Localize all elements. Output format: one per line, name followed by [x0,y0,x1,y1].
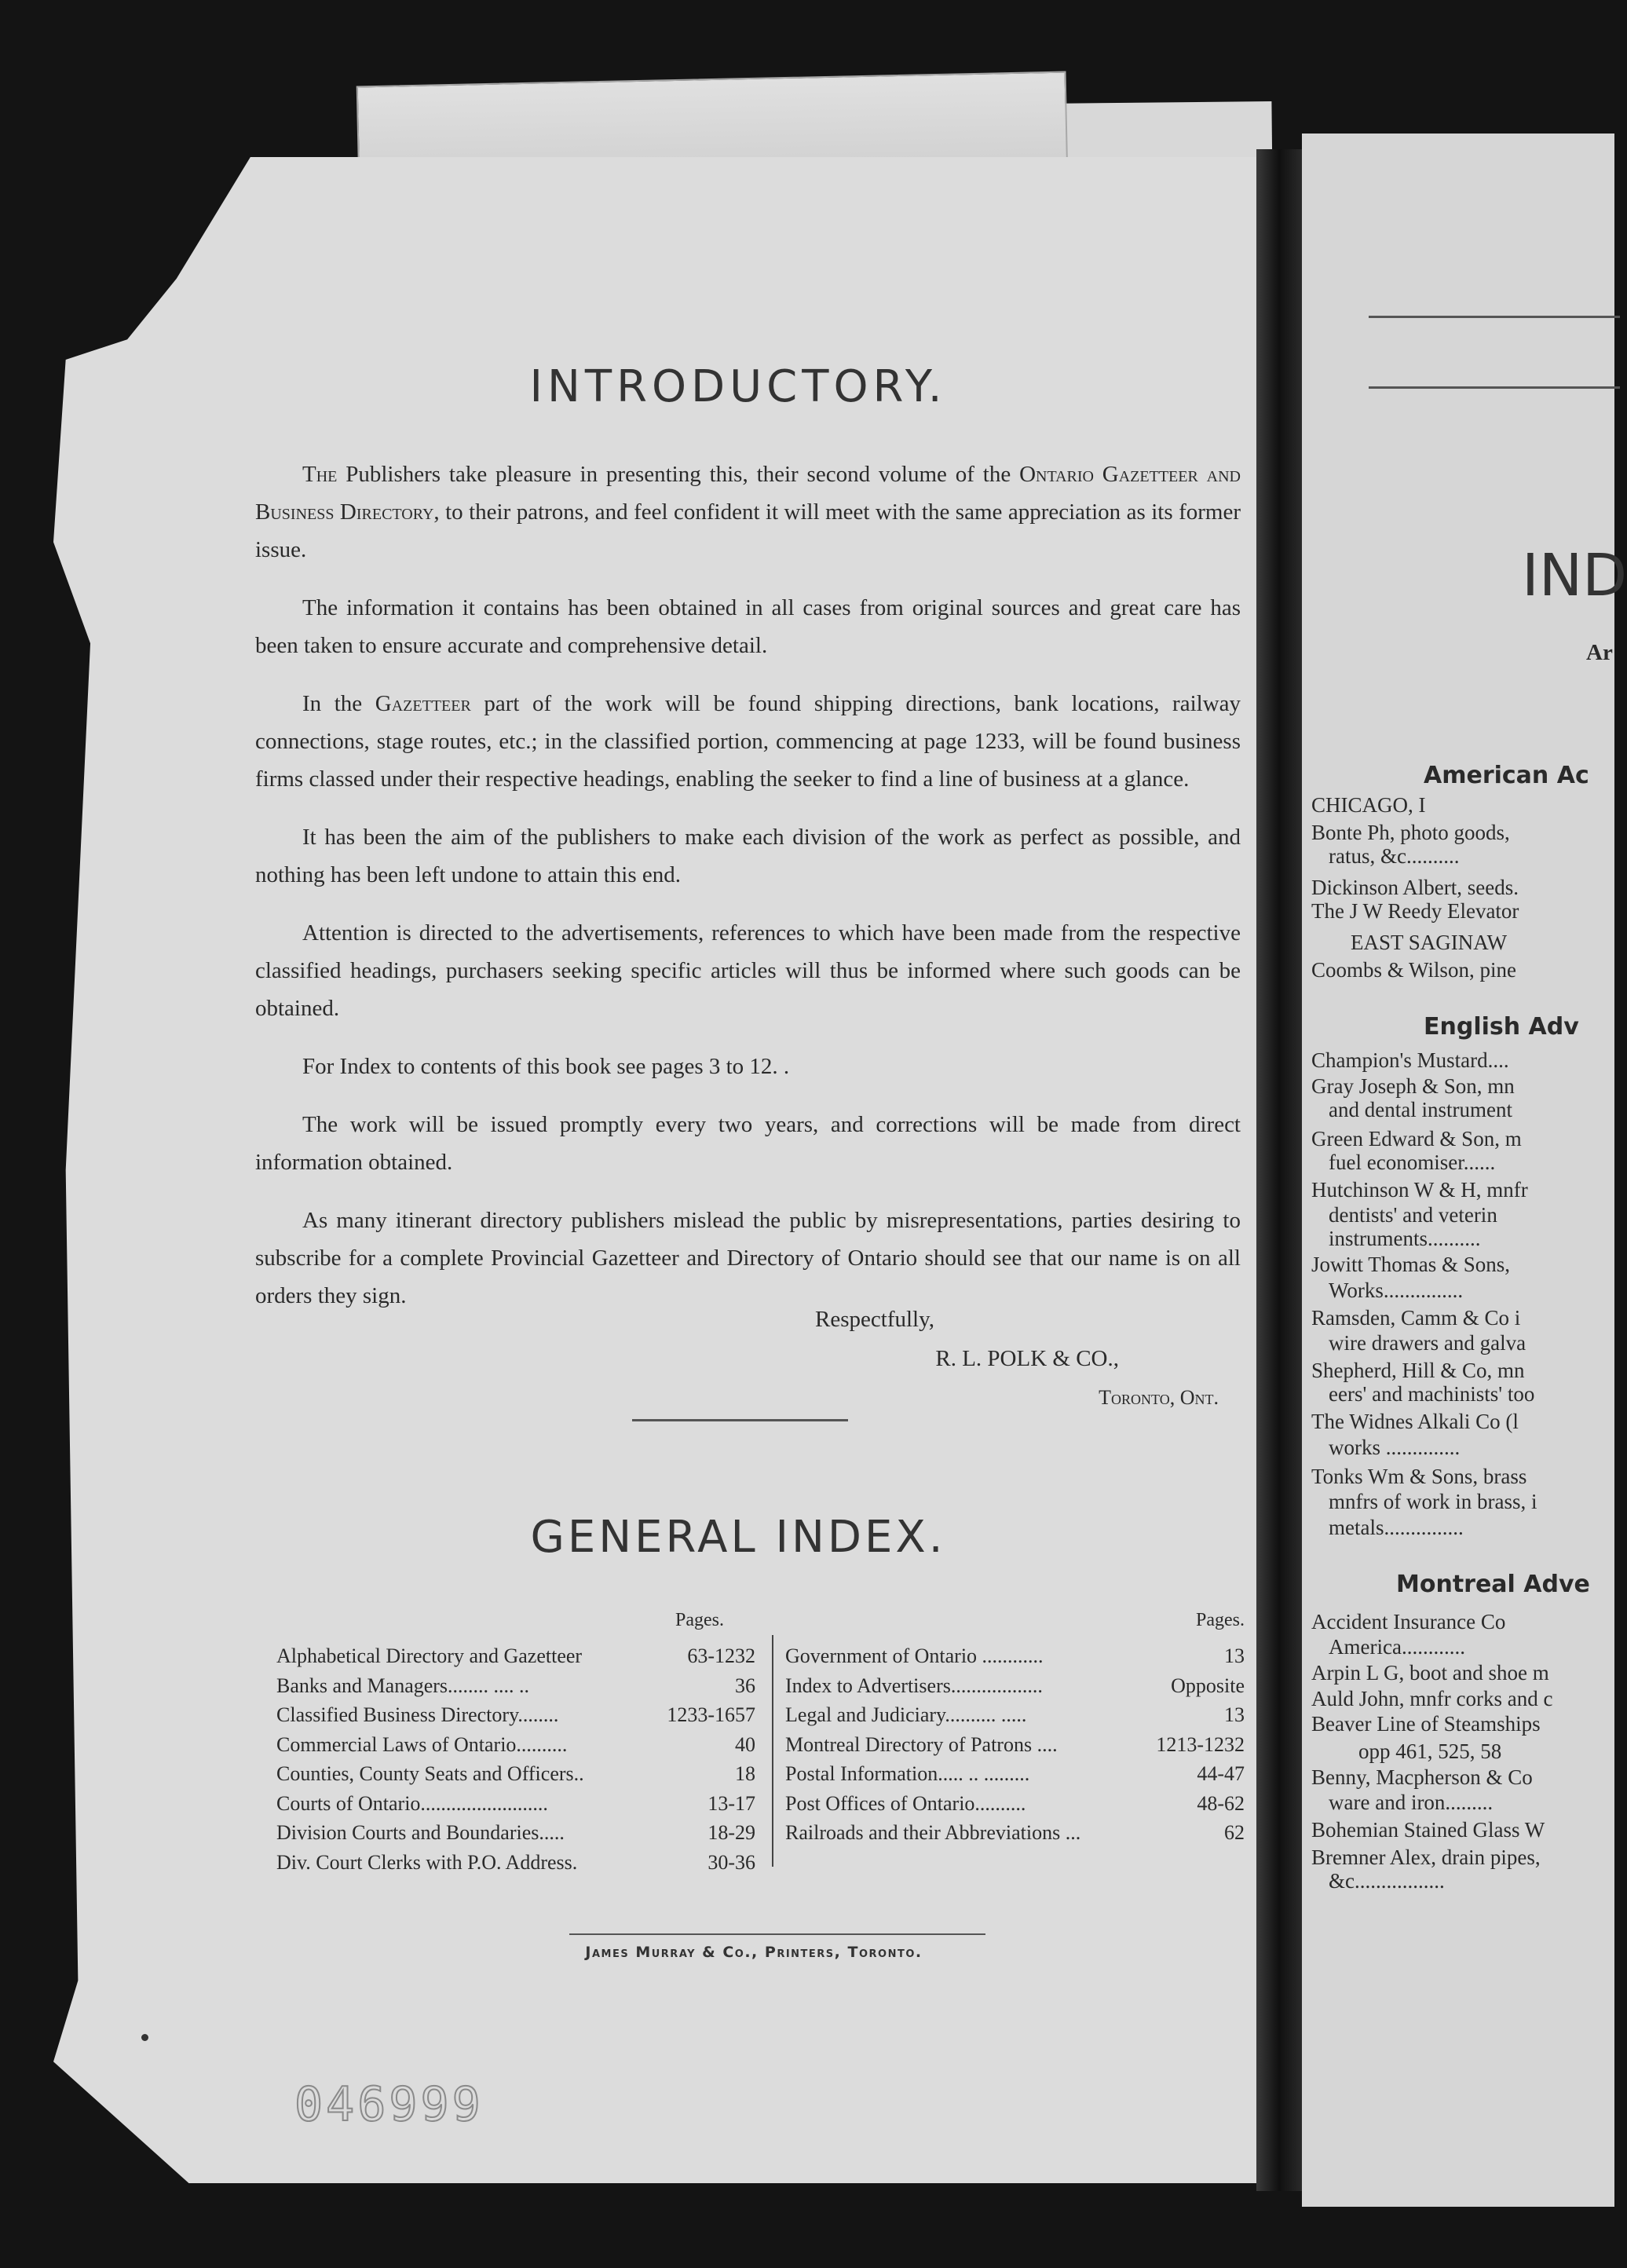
index-entry-label: Courts of Ontario......................... [276,1791,548,1815]
index-entry-label: Banks and Managers........ .... .. [276,1674,530,1697]
advertiser-entry: Bonte Ph, photo goods, [1311,821,1510,844]
printer-rule [569,1933,985,1935]
advertiser-entry: Green Edward & Son, m [1311,1127,1522,1150]
advertiser-entry: Tonks Wm & Sons, brass [1311,1465,1527,1488]
right-page [1302,134,1627,2207]
advertiser-entry: dentists' and veterin [1329,1203,1497,1227]
index-entry-pages: 18-29 [707,1821,755,1844]
advertiser-entry: Coombs & Wilson, pine [1311,958,1516,982]
advertiser-entry: Auld John, mnfr corks and c [1311,1687,1553,1710]
index-entry-pages: 30-36 [707,1850,755,1874]
index-title-fragment: IND [1522,542,1627,609]
general-index-left-column [276,1610,755,1877]
advertiser-entry: metals............... [1329,1516,1464,1539]
page-speck [141,2034,148,2041]
intro-paragraph-8: As many itinerant directory publishers mislead the public by misrepresentations, parties desiring to subscribe for a complete Provincial Gazetteer and Directory of Ontario should see that our name is on all orders they sign. [255,1208,1241,1308]
index-entry [785,1671,1245,1701]
advertiser-section-heading: Montreal Adve [1396,1571,1590,1598]
advertiser-entry: instruments.......... [1329,1227,1481,1250]
advertiser-entry: Accident Insurance Co [1311,1610,1506,1633]
index-entry [785,1818,1245,1848]
index-entry-label: Alphabetical Directory and Gazetteer [276,1644,583,1667]
intro-text-span: In the [302,691,375,716]
advertiser-entry: America............ [1329,1635,1465,1659]
intro-gazetteer-word: Gazetteer [375,691,471,716]
index-entry-pages: 13 [1224,1644,1245,1667]
index-entry-pages: 63-1232 [687,1644,755,1667]
introductory-body [255,455,1241,1335]
index-entry-pages: 1233-1657 [667,1703,755,1726]
advertiser-entry: Works............... [1329,1278,1464,1302]
advertiser-entry: Gray Joseph & Son, mn [1311,1074,1515,1098]
intro-paragraph-6: For Index to contents of this book see pages 3 to 12. . [302,1054,790,1079]
advertiser-entry: Bohemian Stained Glass W [1311,1818,1545,1842]
book-spine [1256,149,1302,2191]
advertiser-entry: ratus, &c.......... [1329,844,1460,868]
advertiser-entry: Arpin L G, boot and shoe m [1311,1661,1549,1685]
section-divider [632,1419,848,1421]
catalog-stamp: 046999 [294,2077,484,2132]
intro-paragraph-7: The work will be issued promptly every two years, and corrections will be made from direct information obtained. [255,1112,1241,1175]
intro-text-span: Publishers take pleasure in presenting this, their second volume of the [337,462,1020,487]
index-subtitle-fragment: Ar [1586,640,1613,665]
index-entry-pages: 13-17 [707,1791,755,1815]
index-entry-pages: 62 [1224,1821,1245,1844]
general-index-title: GENERAL INDEX. [530,1512,946,1563]
index-entry-label: Railroads and their Abbreviations ... [785,1821,1081,1844]
advertiser-section-heading: English Adv [1424,1013,1579,1041]
signoff [259,1300,1225,1418]
advertiser-entry: Bremner Alex, drain pipes, [1311,1845,1541,1869]
index-entry-label: Montreal Directory of Patrons .... [785,1732,1058,1756]
index-entry [276,1848,755,1878]
header-rule [1369,316,1620,318]
index-entry [276,1759,755,1789]
printer-imprint: James Murray & Co., Printers, Toronto. [585,1944,923,1961]
advertiser-entry: Beaver Line of Steamships [1311,1712,1541,1736]
closing-line: Respectfully, [815,1307,934,1332]
index-entry [276,1730,755,1760]
index-entry [785,1789,1245,1819]
pages-header: Pages. [675,1610,724,1630]
intro-lead-word: The [302,462,338,487]
advertiser-entry: opp 461, 525, 58 [1358,1739,1502,1763]
advertiser-entry: Ramsden, Camm & Co i [1311,1306,1521,1330]
advertiser-entry: wire drawers and galva [1329,1331,1526,1355]
pages-header: Pages. [1196,1610,1245,1630]
advertiser-entry: ware and iron......... [1329,1791,1494,1814]
index-entry [785,1730,1245,1760]
advertiser-entry: mnfrs of work in brass, i [1329,1490,1537,1513]
advertiser-entry: Jowitt Thomas & Sons, [1311,1253,1511,1276]
index-entry-pages: 18 [735,1762,755,1785]
intro-text-span: part of the work will be found shipping directions, bank locations, railway connections, stage routes, etc.; in the classified portion, commencing at page 1233, will be found business firms classed under their respective headings, enabling the seeker to find a line of business at a glance. [255,691,1241,792]
advertiser-entry: Dickinson Albert, seeds. [1311,876,1519,899]
index-entry [785,1700,1245,1730]
index-entry [276,1789,755,1819]
advertiser-section-heading: American Ac [1424,762,1589,789]
index-entry-label: Postal Information..... .. ......... [785,1762,1030,1785]
general-index-right-column [785,1610,1245,1848]
index-entry-label: Division Courts and Boundaries..... [276,1821,565,1844]
index-entry-pages: Opposite [1171,1674,1245,1697]
advertiser-entry: eers' and machinists' too [1329,1382,1535,1406]
advertiser-entry: works .............. [1329,1436,1461,1459]
advertiser-entry: The Widnes Alkali Co (l [1311,1410,1519,1433]
index-entry-label: Classified Business Directory........ [276,1703,559,1726]
publisher-signature: R. L. POLK & CO., [935,1346,1119,1371]
intro-book-title: Ontario Gazetteer and Business Directory [255,462,1241,525]
advertiser-entry: and dental instrument [1329,1098,1512,1121]
index-entry-label: Index to Advertisers.................. [785,1674,1043,1697]
index-entry-label: Commercial Laws of Ontario.......... [276,1732,568,1756]
advertiser-entry: EAST SAGINAW [1351,931,1508,954]
index-entry-label: Post Offices of Ontario.......... [785,1791,1026,1815]
index-entry [276,1641,755,1671]
index-entry [785,1759,1245,1789]
index-entry-pages: 40 [735,1732,755,1756]
header-rule [1369,386,1620,389]
index-entry-pages: 36 [735,1674,755,1697]
introductory-title: INTRODUCTORY. [529,361,947,412]
publisher-location: Toronto, Ont. [1099,1386,1219,1409]
advertiser-entry: Champion's Mustard.... [1311,1048,1509,1072]
index-entry [785,1641,1245,1671]
advertiser-entry: fuel economiser...... [1329,1150,1496,1174]
advertiser-entry: Benny, Macpherson & Co [1311,1765,1533,1789]
index-entry-pages: 48-62 [1197,1791,1245,1815]
advertiser-entry: Hutchinson W & H, mnfr [1311,1178,1528,1202]
advertiser-entry: &c................. [1329,1869,1445,1893]
intro-paragraph-4: It has been the aim of the publishers to make each division of the work as perfect as possible, and nothing has been left undone to attain this end. [255,825,1241,887]
index-entry-label: Counties, County Seats and Officers.. [276,1762,584,1785]
index-entry-pages: 13 [1224,1703,1245,1726]
index-entry-label: Legal and Judiciary.......... ..... [785,1703,1027,1726]
index-entry [276,1700,755,1730]
intro-text-span: , to their patrons, and feel confident it will meet with the same appreciation as its former issue. [255,499,1241,562]
index-entry [276,1671,755,1701]
intro-paragraph-5: Attention is directed to the advertisements, references to which have been made from the respective classified headings, purchasers seeking specific articles will thus be informed where such goods can be obtained. [255,920,1241,1021]
index-entry-label: Div. Court Clerks with P.O. Address. [276,1850,578,1874]
advertiser-entry: Shepherd, Hill & Co, mn [1311,1359,1525,1382]
index-entry-pages: 1213-1232 [1156,1732,1245,1756]
intro-paragraph-1 [255,455,1241,569]
advertiser-entry: The J W Reedy Elevator [1311,899,1519,923]
intro-paragraph-2: The information it contains has been obtained in all cases from original sources and great care has been taken to ensure accurate and comprehensive detail. [255,595,1241,658]
intro-paragraph-3 [255,685,1241,798]
advertiser-entry: CHICAGO, I [1311,793,1426,817]
index-entry [276,1818,755,1848]
index-column-divider [772,1635,773,1867]
index-entry-label: Government of Ontario ............ [785,1644,1044,1667]
index-entry-pages: 44-47 [1197,1762,1245,1785]
